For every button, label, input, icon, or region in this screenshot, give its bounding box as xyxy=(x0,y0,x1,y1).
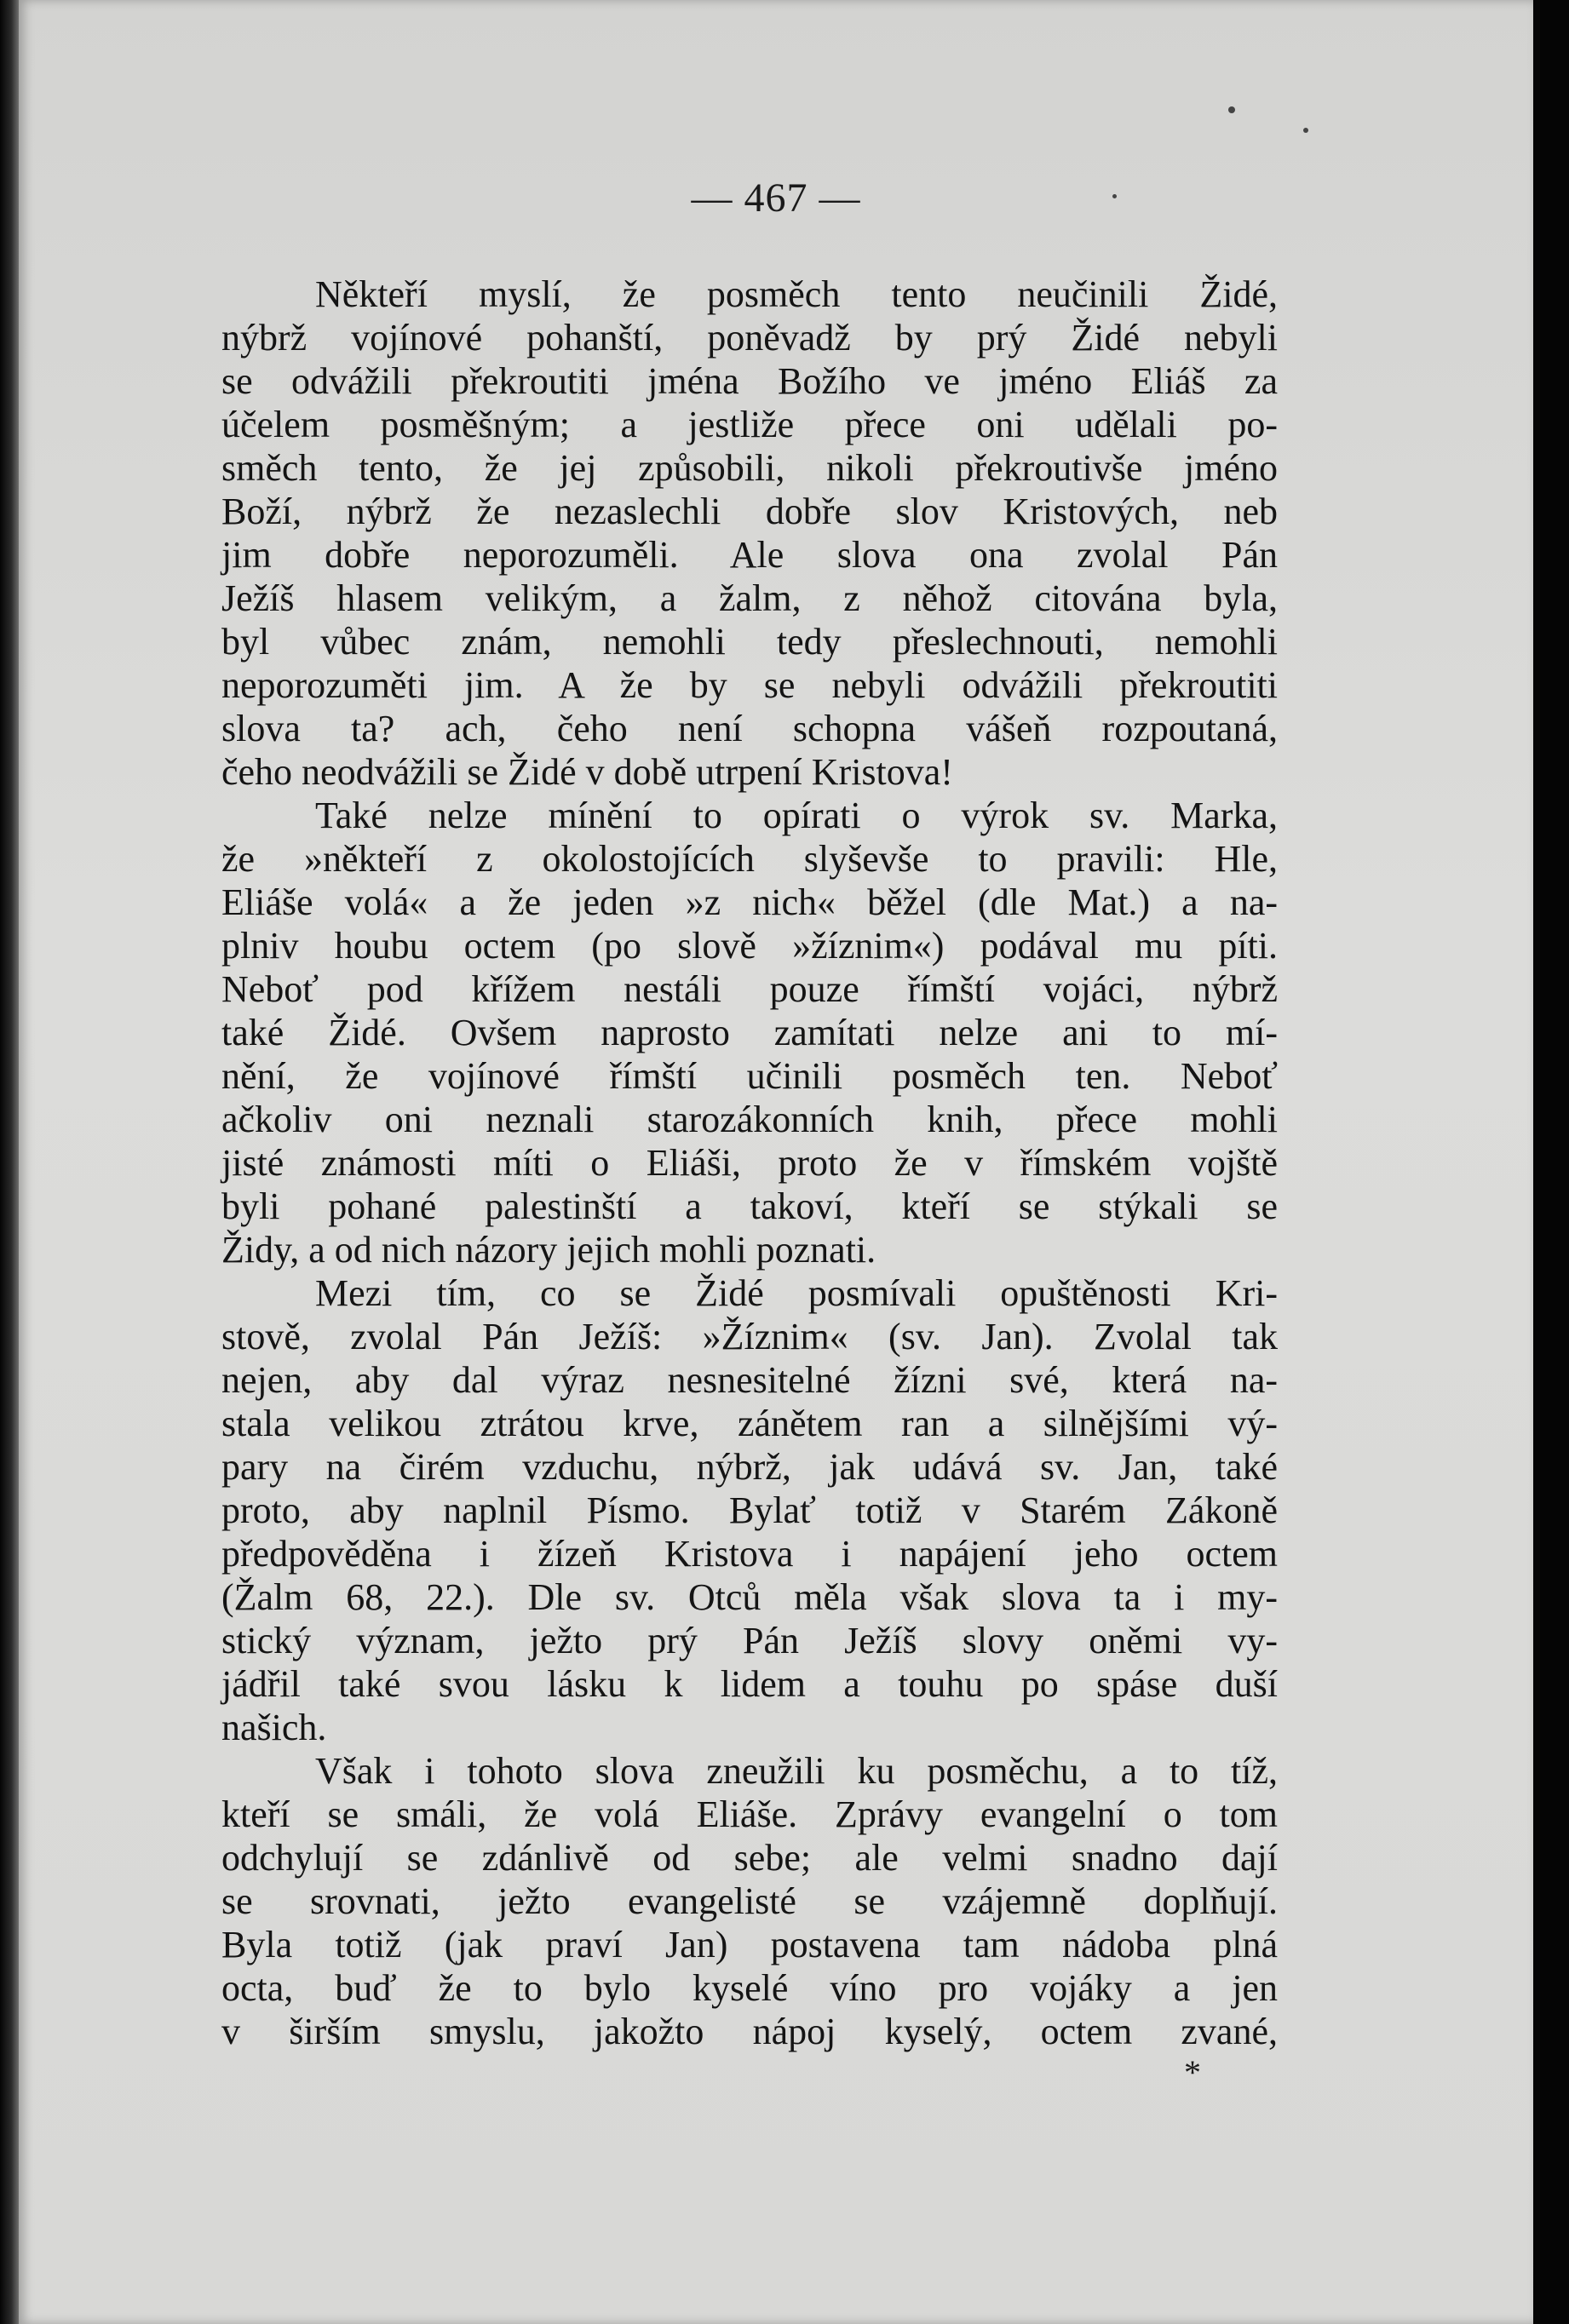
text-line: že »někteří z okolostojících slyševše to pravili: Hle, xyxy=(221,838,1278,880)
text-line: jim dobře neporozuměli. Ale slova ona zvolal Pán xyxy=(221,534,1278,576)
scan-right-edge xyxy=(1533,0,1569,2324)
text-line: stově, zvolal Pán Ježíš: »Žíznim« (sv. Jan). Zvolal tak xyxy=(221,1316,1278,1357)
text-line: octa, buď že to bylo kyselé víno pro vojáky a jen xyxy=(221,1967,1278,2009)
page-number: — 467 — xyxy=(691,175,861,221)
text-line: Však i tohoto slova zneužili ku posměchu, a to tíž, xyxy=(315,1750,1278,1792)
text-line: jádřil také svou lásku k lidem a touhu po spáse duší xyxy=(221,1663,1278,1705)
scan-speck xyxy=(1228,106,1235,113)
text-line: Mezi tím, co se Židé posmívali opuštěnosti Kri- xyxy=(315,1272,1278,1314)
text-line: pary na čirém vzduchu, nýbrž, jak udává sv. Jan, také xyxy=(221,1446,1278,1488)
text-line: čeho neodvážili se Židé v době utrpení Kristova! xyxy=(221,751,953,793)
text-line: kteří se smáli, že volá Eliáše. Zprávy evangelní o tom xyxy=(221,1793,1278,1835)
text-line: nýbrž vojínové pohanští, poněvadž by prý Židé nebyli xyxy=(221,317,1278,359)
text-line: neporozuměti jim. A že by se nebyli odvážili překroutiti xyxy=(221,664,1278,706)
text-line: Ježíš hlasem velikým, a žalm, z něhož citována byla, xyxy=(221,577,1278,619)
text-line: Neboť pod křížem nestáli pouze římští vojáci, nýbrž xyxy=(221,968,1278,1010)
text-line: Židy, a od nich názory jejich mohli poznati. xyxy=(221,1229,876,1271)
body-text xyxy=(221,273,1278,2053)
text-line: odchylují se zdánlivě od sebe; ale velmi snadno dají xyxy=(221,1837,1278,1879)
scan-left-edge xyxy=(0,0,19,2324)
text-line: směch tento, že jej způsobili, nikoli překroutivše jméno xyxy=(221,447,1278,489)
scan-speck xyxy=(1303,128,1308,133)
text-line: účelem posměšným; a jestliže přece oni udělali po- xyxy=(221,404,1278,445)
text-line: předpověděna i žízeň Kristova i napájení jeho octem xyxy=(221,1533,1278,1575)
text-line: také Židé. Ovšem naprosto zamítati nelze ani to mí- xyxy=(221,1012,1278,1053)
text-line: stický význam, ježto prý Pán Ježíš slovy oněmi vy- xyxy=(221,1620,1278,1661)
book-page xyxy=(19,0,1533,2324)
text-line: proto, aby naplnil Písmo. Bylať totiž v Starém Zákoně xyxy=(221,1489,1278,1531)
scan-speck xyxy=(1112,194,1117,198)
text-line: jisté známosti míti o Eliáši, proto že v římském vojště xyxy=(221,1142,1278,1184)
text-line: Boží, nýbrž že nezaslechli dobře slov Kristových, neb xyxy=(221,491,1278,532)
text-line: plniv houbu octem (po slově »žíznim«) podával mu píti. xyxy=(221,925,1278,967)
text-line: Eliáše volá« a že jeden »z nich« běžel (dle Mat.) a na- xyxy=(221,881,1278,923)
text-line: nejen, aby dal výraz nesnesitelné žízni své, která na- xyxy=(221,1359,1278,1401)
text-line: v širším smyslu, jakožto nápoj kyselý, octem zvané, xyxy=(221,2011,1278,2052)
text-line: Někteří myslí, že posměch tento neučinili Židé, xyxy=(315,273,1278,315)
text-line: se srovnati, ježto evangelisté se vzájemně doplňují. xyxy=(221,1880,1278,1922)
text-line: Také nelze mínění to opírati o výrok sv. Marka, xyxy=(315,795,1278,836)
text-line: byli pohané palestinští a takoví, kteří se stýkali se xyxy=(221,1185,1278,1227)
text-line: ačkoliv oni neznali starozákonních knih, přece mohli xyxy=(221,1099,1278,1140)
text-line: našich. xyxy=(221,1707,327,1748)
text-line: byl vůbec znám, nemohli tedy přeslechnouti, nemohli xyxy=(221,621,1278,663)
text-line: (Žalm 68, 22.). Dle sv. Otců měla však slova ta i my- xyxy=(221,1576,1278,1618)
footer-asterisk: * xyxy=(1184,2053,1201,2092)
text-line: Byla totiž (jak praví Jan) postavena tam nádoba plná xyxy=(221,1924,1278,1965)
text-line: stala velikou ztrátou krve, zánětem ran a silnějšími vý- xyxy=(221,1403,1278,1444)
text-line: se odvážili překroutiti jména Božího ve jméno Eliáš za xyxy=(221,360,1278,402)
text-line: slova ta? ach, čeho není schopna vášeň rozpoutaná, xyxy=(221,708,1278,749)
text-line: nění, že vojínové římští učinili posměch ten. Neboť xyxy=(221,1055,1278,1097)
